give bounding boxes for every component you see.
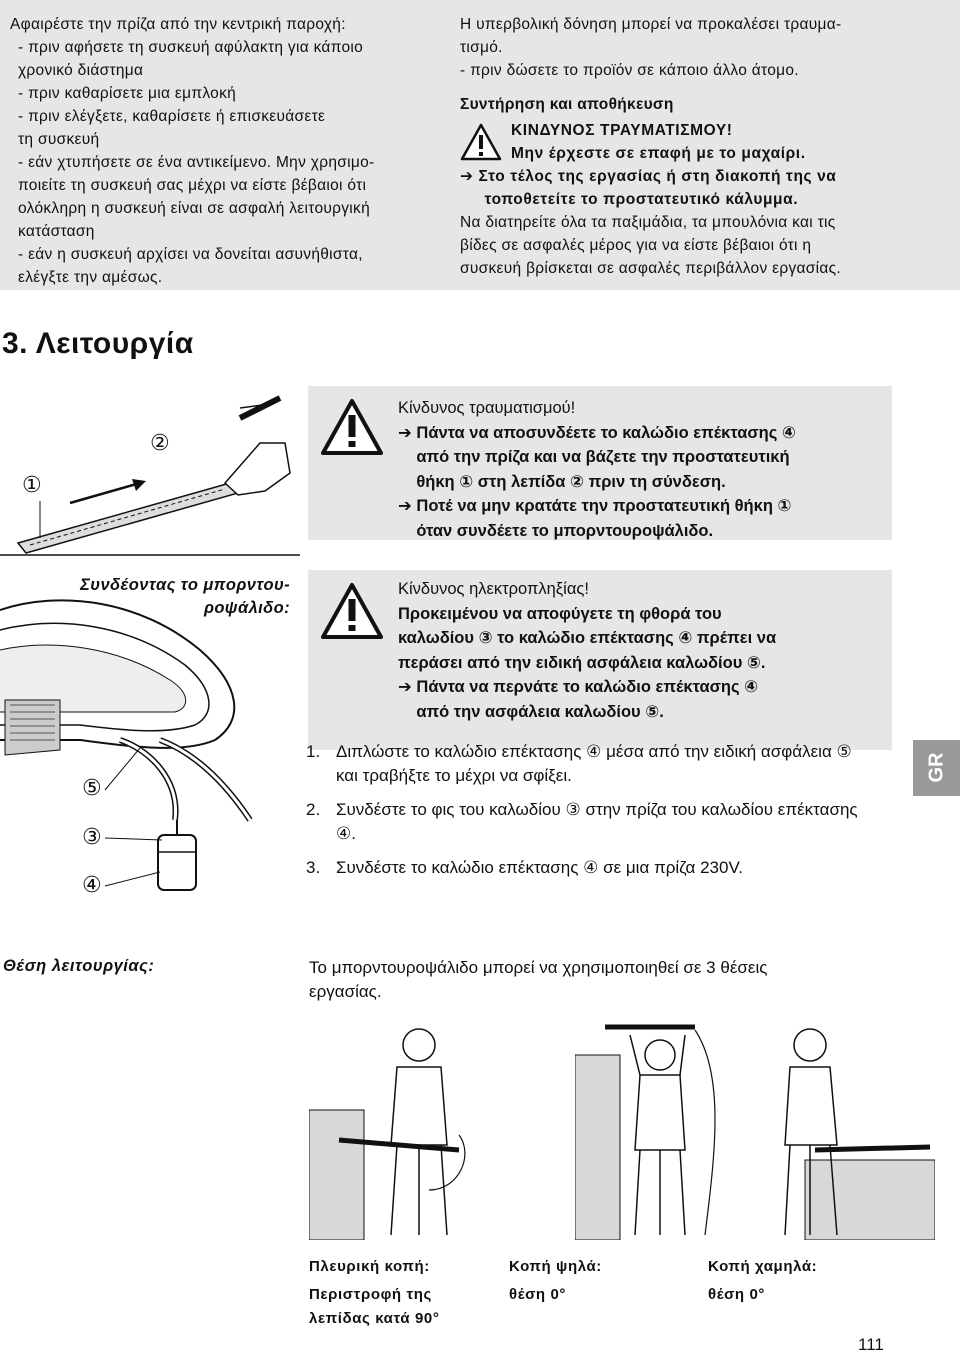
text-line: τοποθετείτε το προστατευτικό κάλυμμα. xyxy=(460,191,799,208)
warning-line: ➔ Πάντα να αποσυνδέετε το καλώδιο επέκτασης ④ xyxy=(398,423,796,442)
callout-3: ③ xyxy=(82,824,102,849)
connection-steps xyxy=(306,740,876,890)
top-left-text xyxy=(10,13,450,289)
step-number: 3. xyxy=(306,858,321,877)
text-line: βίδες σε ασφαλές μέρος για να είστε βέβαιοι ότι η xyxy=(460,237,812,254)
side-cut-caption xyxy=(309,1255,439,1331)
arrow-instruction xyxy=(460,165,836,211)
text-line: - πριν καθαρίσετε μια εμπλοκή xyxy=(18,85,237,102)
warning-line: καλωδίου ③ το καλώδιο επέκτασης ④ πρέπει να xyxy=(398,629,777,647)
injury-warning-text xyxy=(398,396,796,543)
text-line: τη συσκευή xyxy=(18,131,100,148)
warning-triangle-icon xyxy=(460,123,502,161)
text-line: - πριν ελέγξετε, καθαρίσετε ή επισκευάσετε xyxy=(18,108,326,125)
callout-4: ④ xyxy=(82,872,102,897)
text-line: - πριν δώσετε το προϊόν σε κάποιο άλλο άτομο. xyxy=(460,62,799,79)
warning-line: από την πρίζα και να βάζετε την προστατευτική xyxy=(398,448,790,466)
caption-line: λεπίδας κατά 90° xyxy=(309,1310,440,1327)
callout-1: ① xyxy=(22,472,42,497)
storage-paragraph xyxy=(460,211,841,280)
caption-title: Κοπή ψηλά: xyxy=(509,1258,602,1275)
caption-title: Κοπή χαμηλά: xyxy=(708,1258,818,1275)
maintenance-heading: Συντήρηση και αποθήκευση xyxy=(460,96,674,113)
danger-title: ΚΙΝΔΥΝΟΣ ΤΡΑΥΜΑΤΙΣΜΟΥ! xyxy=(511,122,733,139)
warning-title: Κίνδυνος ηλεκτροπληξίας! xyxy=(398,580,589,598)
warning-triangle-icon xyxy=(320,398,384,456)
warning-line: όταν συνδέετε το μπορντουροψάλιδο. xyxy=(398,521,714,540)
callout-5: ⑤ xyxy=(82,775,102,800)
working-position-caption: Θέση λειτουργίας: xyxy=(3,957,155,975)
warning-triangle-icon xyxy=(320,582,384,640)
text-line: - εάν η συσκευή αρχίσει να δονείται ασυνήθιστα, xyxy=(18,246,363,263)
list-item xyxy=(306,740,876,788)
callout-2: ② xyxy=(150,430,170,455)
text-line: ελέγξτε την αμέσως. xyxy=(18,269,163,286)
warning-line: Προκειμένου να αποφύγετε τη φθορά του xyxy=(398,604,722,623)
electric-warning-text xyxy=(398,577,776,724)
step-text: Διπλώστε το καλώδιο επέκτασης ④ μέσα από την ειδική ασφάλεια ⑤ και τραβήξτε το μέχρι να σφίξει. xyxy=(336,742,852,785)
step-number: 2. xyxy=(306,800,321,819)
caption-line: θέση 0° xyxy=(509,1286,567,1303)
section-title: 3. Λειτουργία xyxy=(2,327,194,360)
page-number: 111 xyxy=(858,1335,884,1354)
text-line: ροψάλιδο: xyxy=(203,599,290,617)
warning-line: θήκη ① στη λεπίδα ② πριν τη σύνδεση. xyxy=(398,472,726,491)
hedge-trimmer-sheath-figure xyxy=(0,383,300,558)
list-item xyxy=(306,798,876,846)
text-line: - πριν αφήσετε τη συσκευή αφύλακτη για κάποιο xyxy=(18,39,364,56)
caption-line: Περιστροφή της xyxy=(309,1286,432,1303)
step-number: 1. xyxy=(306,742,321,761)
step-text: Συνδέστε το φις του καλωδίου ③ στην πρίζα του καλωδίου επέκτασης ④. xyxy=(336,800,858,843)
text-line: - εάν χτυπήσετε σε ένα αντικείμενο. Μην χρησιμο- xyxy=(18,154,375,171)
high-cut-caption xyxy=(509,1255,602,1307)
warning-line: ➔ Ποτέ να μην κρατάτε την προστατευτική θήκη ① xyxy=(398,497,792,515)
language-tab-label: GR xyxy=(925,752,948,783)
text-line: εργασίας. xyxy=(309,982,382,1001)
text-line: χρονικό διάστημα xyxy=(18,62,144,79)
danger-text: Μην έρχεστε σε επαφή με το μαχαίρι. xyxy=(511,145,806,162)
caption-line: θέση 0° xyxy=(708,1286,766,1303)
text-line: ➔ Στο τέλος της εργασίας ή στη διακοπή της να xyxy=(460,168,837,185)
text-line: τισμό. xyxy=(460,39,503,56)
text-line: Αφαιρέστε την πρίζα από την κεντρική παροχή: xyxy=(10,16,346,33)
warning-line: περάσει από την ειδική ασφάλεια καλωδίου ⑤. xyxy=(398,653,766,672)
text-line: Συνδέοντας το μπορντου- xyxy=(80,576,290,594)
low-cut-illustration xyxy=(755,1015,935,1240)
low-cut-caption xyxy=(708,1255,817,1307)
step-text: Συνδέστε το καλώδιο επέκτασης ④ σε μια πρίζα 230V. xyxy=(336,858,743,877)
list-item xyxy=(306,856,876,880)
warning-line: ➔ Πάντα να περνάτε το καλώδιο επέκτασης ④ xyxy=(398,678,759,696)
side-cut-illustration xyxy=(309,1015,484,1240)
warning-title: Κίνδυνος τραυματισμού! xyxy=(398,399,576,417)
text-line: Η υπερβολική δόνηση μπορεί να προκαλέσει τραυμα- xyxy=(460,16,842,33)
caption-title: Πλευρική κοπή: xyxy=(309,1258,430,1275)
text-line: Να διατηρείτε όλα τα παξιμάδια, τα μπουλόνια και τις xyxy=(460,214,836,231)
text-line: κατάσταση xyxy=(18,223,95,240)
warning-line: από την ασφάλεια καλωδίου ⑤. xyxy=(398,702,664,721)
text-line: ποιείτε τη συσκευή σας μέχρι να είστε βέβαιοι ότι xyxy=(18,177,367,194)
high-cut-illustration xyxy=(575,1015,735,1240)
language-tab xyxy=(913,740,960,796)
text-line: συσκευή βρίσκεται σε ασφαλές περιβάλλον εργασίας. xyxy=(460,260,842,277)
working-position-text xyxy=(309,956,767,1004)
text-line: Το μπορντουροψάλιδο μπορεί να χρησιμοποιηθεί σε 3 θέσεις xyxy=(309,958,768,977)
text-line: ολόκληρη η συσκευή είναι σε ασφαλή λειτουργική xyxy=(18,200,371,217)
cable-connection-figure xyxy=(0,590,305,915)
top-right-text xyxy=(460,13,950,82)
